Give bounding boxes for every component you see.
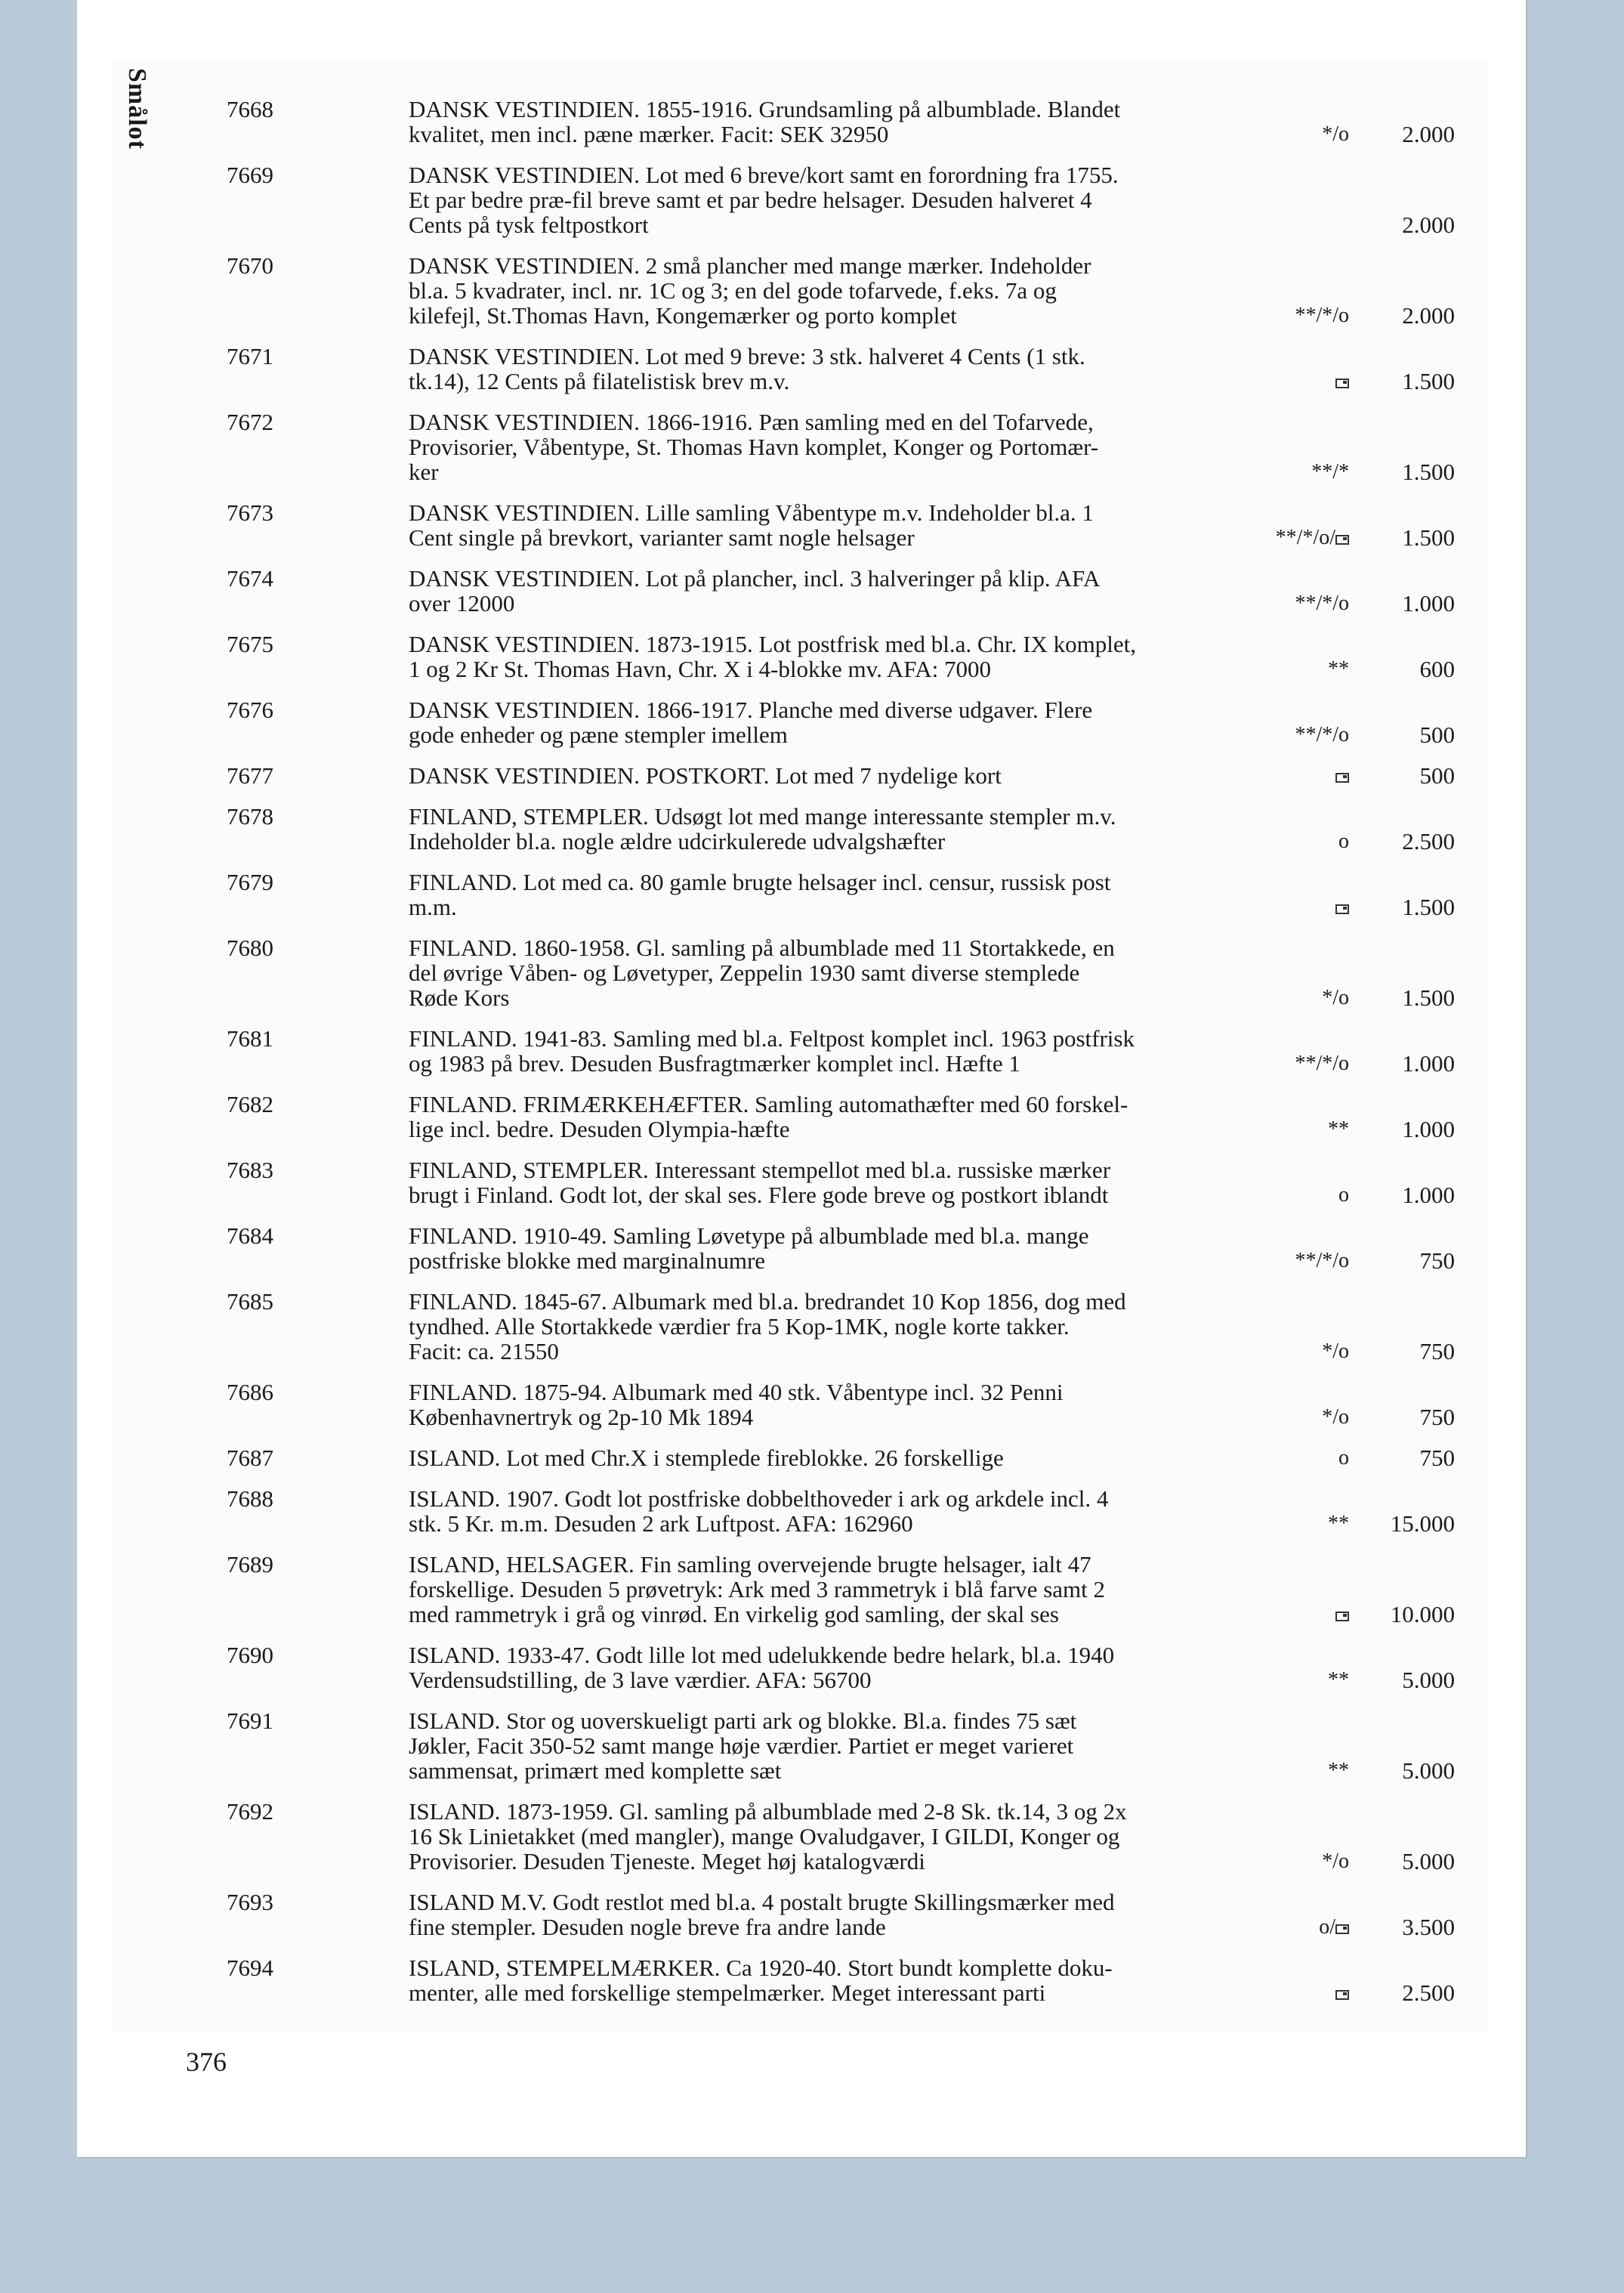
lot-description-line: ISLAND M.V. Godt restlot med bl.a. 4 postalt brugte Skillingsmærker med [409, 1889, 1115, 1915]
lot-number: 7688 [227, 1485, 273, 1512]
lot-entry [0, 632, 1624, 681]
lot-description-line: ISLAND. 1873-1959. Gl. samling på albumblade med 2-8 Sk. tk.14, 3 og 2x [409, 1798, 1127, 1825]
lot-description [409, 1708, 1255, 1783]
lot-condition-text: **/*/o [1295, 1052, 1349, 1075]
lot-description-line: ISLAND. 1933-47. Godt lille lot med udelukkende bedre helark, bl.a. 1940 [409, 1642, 1115, 1668]
lot-number: 7669 [227, 162, 273, 188]
lot-description [409, 409, 1255, 484]
lot-condition [1322, 1849, 1349, 1874]
lot-entry [0, 162, 1624, 237]
lot-description-line: DANSK VESTINDIEN. Lot med 9 breve: 3 stk. halveret 4 Cents (1 stk. [409, 343, 1085, 369]
lot-price: 2.000 [1402, 121, 1455, 147]
lot-price: 10.000 [1390, 1601, 1455, 1627]
lot-number: 7680 [227, 935, 273, 961]
lot-description-line: 16 Sk Linietakket (med mangler), mange Ovaludgaver, I GILDI, Konger og [409, 1823, 1120, 1850]
lot-number: 7694 [227, 1955, 273, 1981]
lot-number: 7687 [227, 1445, 273, 1471]
lot-description-line: FINLAND. 1941-83. Samling med bl.a. Feltpost komplet incl. 1963 postfrisk [409, 1025, 1135, 1052]
lot-description-line: og 1983 på brev. Desuden Busfragtmærker komplet incl. Hæfte 1 [409, 1050, 1020, 1077]
cover-envelope-icon [1335, 1612, 1349, 1621]
lot-description [409, 566, 1255, 616]
lot-condition [1295, 303, 1349, 328]
lot-price: 1.000 [1402, 590, 1455, 617]
lot-description [409, 344, 1255, 394]
lot-description-line: Cent single på brevkort, varianter samt nogle helsager [409, 524, 915, 551]
lot-condition [1335, 763, 1349, 788]
lot-description-line: fine stempler. Desuden nogle breve fra andre lande [409, 1914, 886, 1940]
lot-condition [1328, 1511, 1349, 1536]
lot-description-line: FINLAND, STEMPLER. Udsøgt lot med mange interessante stempler m.v. [409, 803, 1116, 830]
lot-description-line: FINLAND. 1875-94. Albumark med 40 stk. Våbentype incl. 32 Penni [409, 1379, 1064, 1405]
lot-description-line: kilefejl, St.Thomas Havn, Kongemærker og porto komplet [409, 302, 957, 329]
lot-description-line: tk.14), 12 Cents på filatelistisk brev m.v. [409, 368, 790, 394]
lot-condition [1335, 369, 1349, 394]
lot-entry [0, 1380, 1624, 1429]
lot-number: 7686 [227, 1379, 273, 1405]
lot-condition-text: o [1338, 1183, 1349, 1207]
cover-envelope-icon [1335, 773, 1349, 783]
lot-description-line: Facit: ca. 21550 [409, 1338, 559, 1364]
lot-condition-text: */o [1322, 1405, 1349, 1429]
lot-description [409, 97, 1255, 147]
lot-condition [1328, 1758, 1349, 1783]
lot-entry [0, 763, 1624, 788]
lot-condition [1276, 525, 1349, 550]
lot-price: 2.500 [1402, 828, 1455, 854]
lot-price: 750 [1419, 1247, 1455, 1274]
lot-description [409, 1486, 1255, 1536]
lot-condition [1338, 1445, 1349, 1470]
lot-entry [0, 1157, 1624, 1207]
lot-entry [0, 1026, 1624, 1076]
lot-number: 7673 [227, 499, 273, 526]
lot-condition-text: ** [1328, 1759, 1349, 1782]
lot-number: 7672 [227, 409, 273, 435]
lot-description-line: del øvrige Våben- og Løvetyper, Zeppelin 1930 samt diverse stemplede [409, 960, 1080, 986]
lot-number: 7671 [227, 343, 273, 369]
lot-entry [0, 870, 1624, 919]
lot-price: 1.500 [1402, 459, 1455, 485]
lot-entry [0, 566, 1624, 616]
lot-condition-text: */o [1322, 986, 1349, 1009]
lot-price: 1.500 [1402, 894, 1455, 920]
lot-number: 7675 [227, 631, 273, 657]
lot-description [409, 697, 1255, 747]
lot-description-line: Røde Kors [409, 984, 510, 1011]
lot-entry [0, 804, 1624, 854]
lot-description-line: DANSK VESTINDIEN. 1855-1916. Grundsamling på albumblade. Blandet [409, 96, 1121, 122]
lot-condition-text: **/*/o/ [1275, 526, 1335, 549]
lot-number: 7692 [227, 1798, 273, 1825]
lot-description-line: over 12000 [409, 590, 515, 617]
lot-description-line: FINLAND. 1860-1958. Gl. samling på albumblade med 11 Stortakkede, en [409, 935, 1115, 961]
lot-description-line: Indeholder bl.a. nogle ældre udcirkulerede udvalgshæfter [409, 828, 946, 854]
lot-description-line: ker [409, 459, 439, 485]
lot-price: 1.000 [1402, 1050, 1455, 1077]
lot-price: 2.000 [1402, 302, 1455, 329]
lot-price: 600 [1419, 656, 1455, 682]
lot-description-line: postfriske blokke med marginalnumre [409, 1247, 766, 1274]
lot-description-line: DANSK VESTINDIEN. 2 små plancher med mange mærker. Indeholder [409, 252, 1091, 279]
lot-price: 1.000 [1402, 1182, 1455, 1208]
lot-description-line: ISLAND. Lot med Chr.X i stemplede fireblokke. 26 forskellige [409, 1445, 1004, 1471]
lot-description-line: FINLAND. FRIMÆRKEHÆFTER. Samling automathæfter med 60 forskel- [409, 1091, 1128, 1117]
lot-condition-text: ** [1328, 1117, 1349, 1141]
lot-entry [0, 1955, 1624, 2005]
lot-price: 1.500 [1402, 984, 1455, 1011]
lot-number: 7674 [227, 565, 273, 592]
lot-entry [0, 409, 1624, 484]
lot-description [409, 1642, 1255, 1692]
lot-number: 7668 [227, 96, 273, 122]
lot-number: 7681 [227, 1025, 273, 1052]
lot-description-line: DANSK VESTINDIEN. POSTKORT. Lot med 7 nydelige kort [409, 762, 1002, 789]
cover-envelope-icon [1335, 1990, 1349, 2000]
lot-number: 7691 [227, 1707, 273, 1734]
lot-description-line: kvalitet, men incl. pæne mærker. Facit: SEK 32950 [409, 121, 889, 147]
lot-description-line: FINLAND, STEMPLER. Interessant stempellot med bl.a. russiske mærker [409, 1157, 1111, 1183]
lot-price: 5.000 [1402, 1667, 1455, 1693]
lot-description-line: ISLAND. 1907. Godt lot postfriske dobbelthoveder i ark og arkdele incl. 4 [409, 1485, 1109, 1512]
lot-description-line: ISLAND, HELSAGER. Fin samling overvejende brugte helsager, ialt 47 [409, 1551, 1091, 1578]
lot-condition-text: ** [1328, 1512, 1349, 1535]
cover-envelope-icon [1335, 1924, 1349, 1934]
lot-price: 1.000 [1402, 1116, 1455, 1142]
lot-entry [0, 1552, 1624, 1627]
lot-condition [1295, 722, 1349, 747]
lot-number: 7678 [227, 803, 273, 830]
lot-description-line: DANSK VESTINDIEN. 1873-1915. Lot postfrisk med bl.a. Chr. IX komplet, [409, 631, 1136, 657]
lot-price: 15.000 [1390, 1510, 1455, 1537]
lot-condition-text: o/ [1319, 1915, 1335, 1939]
lot-description [409, 1289, 1255, 1364]
lot-description [409, 935, 1255, 1010]
lot-description-line: DANSK VESTINDIEN. 1866-1916. Pæn samling med en del Tofarvede, [409, 409, 1094, 435]
cover-envelope-icon [1335, 379, 1349, 388]
lot-condition-text: o [1338, 830, 1349, 853]
lot-description [409, 1890, 1255, 1939]
lot-condition [1328, 1117, 1349, 1142]
lot-condition-text: ** [1328, 1668, 1349, 1692]
lot-description-line: Provisorier. Desuden Tjeneste. Meget høj katalogværdi [409, 1848, 925, 1874]
lot-entry [0, 1642, 1624, 1692]
lot-entry [0, 253, 1624, 328]
lot-description-line: bl.a. 5 kvadrater, incl. nr. 1C og 3; en del gode tofarvede, f.eks. 7a og [409, 277, 1057, 304]
lot-entry [0, 1890, 1624, 1939]
lot-entry [0, 1223, 1624, 1273]
lot-description [409, 1223, 1255, 1273]
lot-description-line: tyndhed. Alle Stortakkede værdier fra 5 Kop-1MK, nogle korte takker. [409, 1313, 1070, 1340]
cover-envelope-icon [1335, 535, 1349, 545]
lot-description-line: Jøkler, Facit 350-52 samt mange høje værdier. Partiet er meget varieret [409, 1732, 1074, 1759]
lot-condition [1322, 985, 1349, 1010]
lot-entry [0, 1289, 1624, 1364]
lot-description [409, 162, 1255, 237]
lot-price: 2.500 [1402, 1979, 1455, 2006]
cover-envelope-icon [1335, 904, 1349, 914]
lot-condition [1295, 1051, 1349, 1076]
lot-entry [0, 500, 1624, 550]
lot-number: 7689 [227, 1551, 273, 1578]
lot-condition [1328, 1667, 1349, 1692]
lot-description-line: ISLAND, STEMPELMÆRKER. Ca 1920-40. Stort bundt komplette doku- [409, 1955, 1113, 1981]
lot-condition-text: o [1338, 1446, 1349, 1469]
lot-description [409, 253, 1255, 328]
lot-entry [0, 1445, 1624, 1470]
lot-description [409, 1955, 1255, 2005]
lot-price: 3.500 [1402, 1914, 1455, 1940]
lot-price: 750 [1419, 1445, 1455, 1471]
lot-condition-text: */o [1322, 1340, 1349, 1363]
lot-description-line: menter, alle med forskellige stempelmærker. Meget interessant parti [409, 1979, 1046, 2006]
lot-price: 1.500 [1402, 524, 1455, 551]
lot-price: 750 [1419, 1404, 1455, 1430]
lot-condition-text: ** [1328, 657, 1349, 681]
lot-condition [1295, 1248, 1349, 1273]
lot-number: 7677 [227, 762, 273, 789]
lot-condition [1319, 1914, 1349, 1939]
lot-description [409, 1092, 1255, 1142]
lot-price: 750 [1419, 1338, 1455, 1364]
lot-number: 7693 [227, 1889, 273, 1915]
lot-description [409, 804, 1255, 854]
lot-description [409, 500, 1255, 550]
lot-number: 7690 [227, 1642, 273, 1668]
lot-description-line: ISLAND. Stor og uoverskueligt parti ark og blokke. Bl.a. findes 75 sæt [409, 1707, 1077, 1734]
lot-description-line: DANSK VESTINDIEN. Lille samling Våbentype m.v. Indeholder bl.a. 1 [409, 499, 1094, 526]
lot-description-line: m.m. [409, 894, 457, 920]
lot-description [409, 1026, 1255, 1076]
lot-price: 2.000 [1402, 212, 1455, 238]
lot-condition [1335, 1980, 1349, 2005]
lot-description-line: gode enheder og pæne stempler imellem [409, 722, 788, 748]
lot-number: 7683 [227, 1157, 273, 1183]
lot-description-line: 1 og 2 Kr St. Thomas Havn, Chr. X i 4-blokke mv. AFA: 7000 [409, 656, 991, 682]
lot-description [409, 1157, 1255, 1207]
lot-condition [1338, 829, 1349, 854]
lot-price: 1.500 [1402, 368, 1455, 394]
lot-description-line: Københavnertryk og 2p-10 Mk 1894 [409, 1404, 754, 1430]
lot-description-line: DANSK VESTINDIEN. 1866-1917. Planche med diverse udgaver. Flere [409, 697, 1093, 723]
lot-condition [1338, 1182, 1349, 1207]
lot-condition [1335, 1602, 1349, 1627]
lot-entry [0, 344, 1624, 394]
lot-description-line: sammensat, primært med komplette sæt [409, 1757, 782, 1784]
section-label: Smålot [123, 68, 151, 150]
lot-number: 7684 [227, 1222, 273, 1249]
lot-description-line: DANSK VESTINDIEN. Lot på plancher, incl. 3 halveringer på klip. AFA [409, 565, 1101, 592]
lot-entry [0, 935, 1624, 1010]
page-number: 376 [186, 2047, 227, 2077]
lot-description-line: Et par bedre præ-fil breve samt et par bedre helsager. Desuden halveret 4 [409, 187, 1092, 213]
lot-description [409, 1552, 1255, 1627]
lot-condition [1322, 1405, 1349, 1429]
lot-condition-text: **/* [1311, 460, 1349, 484]
lot-description-line: FINLAND. Lot med ca. 80 gamle brugte helsager incl. censur, russisk post [409, 869, 1111, 895]
lot-price: 5.000 [1402, 1757, 1455, 1784]
lot-condition-text: */o [1322, 1850, 1349, 1873]
lot-number: 7682 [227, 1091, 273, 1117]
lot-entry [0, 1486, 1624, 1536]
lot-entry [0, 97, 1624, 147]
lot-condition-text: **/*/o [1295, 304, 1349, 327]
lot-description-line: forskellige. Desuden 5 prøvetryk: Ark med 3 rammetryk i blå farve samt 2 [409, 1576, 1105, 1602]
lot-description-line: stk. 5 Kr. m.m. Desuden 2 ark Luftpost. AFA: 162960 [409, 1510, 913, 1537]
lot-condition-text: **/*/o [1295, 723, 1349, 746]
lot-description-line: DANSK VESTINDIEN. Lot med 6 breve/kort samt en forordning fra 1755. [409, 162, 1119, 188]
lot-price: 500 [1419, 762, 1455, 789]
lot-number: 7685 [227, 1288, 273, 1315]
lot-description-line: Verdensudstilling, de 3 lave værdier. AFA: 56700 [409, 1667, 872, 1693]
lot-description [409, 870, 1255, 919]
lot-description [409, 632, 1255, 681]
lot-entry [0, 1799, 1624, 1874]
lot-condition-text: **/*/o [1295, 1249, 1349, 1272]
lot-number: 7679 [227, 869, 273, 895]
lot-description-line: FINLAND. 1910-49. Samling Løvetype på albumblade med bl.a. mange [409, 1222, 1089, 1249]
lot-condition [1295, 591, 1349, 616]
lot-description-line: Cents på tysk feltpostkort [409, 212, 649, 238]
lot-description-line: lige incl. bedre. Desuden Olympia-hæfte [409, 1116, 790, 1142]
lot-price: 5.000 [1402, 1848, 1455, 1874]
lot-description-line: FINLAND. 1845-67. Albumark med bl.a. bredrandet 10 Kop 1856, dog med [409, 1288, 1126, 1315]
lot-description-line: brugt i Finland. Godt lot, der skal ses. Flere gode breve og postkort iblandt [409, 1182, 1109, 1208]
lot-entry [0, 697, 1624, 747]
lot-number: 7676 [227, 697, 273, 723]
lot-description [409, 1799, 1255, 1874]
lot-condition-text: **/*/o [1295, 592, 1349, 615]
lot-number: 7670 [227, 252, 273, 279]
lot-description [409, 1445, 1255, 1470]
lot-description [409, 1380, 1255, 1429]
lot-condition-text: */o [1322, 122, 1349, 146]
lot-price: 500 [1419, 722, 1455, 748]
lot-description-line: Provisorier, Våbentype, St. Thomas Havn komplet, Konger og Portomær- [409, 434, 1099, 460]
lot-entry [0, 1092, 1624, 1142]
lot-condition [1322, 122, 1349, 147]
lot-condition [1335, 895, 1349, 919]
lot-entry [0, 1708, 1624, 1783]
lot-description [409, 763, 1255, 788]
lot-description-line: med rammetryk i grå og vinrød. En virkelig god samling, der skal ses [409, 1601, 1059, 1627]
lot-condition [1311, 459, 1349, 484]
lot-condition [1322, 1339, 1349, 1364]
lot-condition [1328, 657, 1349, 681]
